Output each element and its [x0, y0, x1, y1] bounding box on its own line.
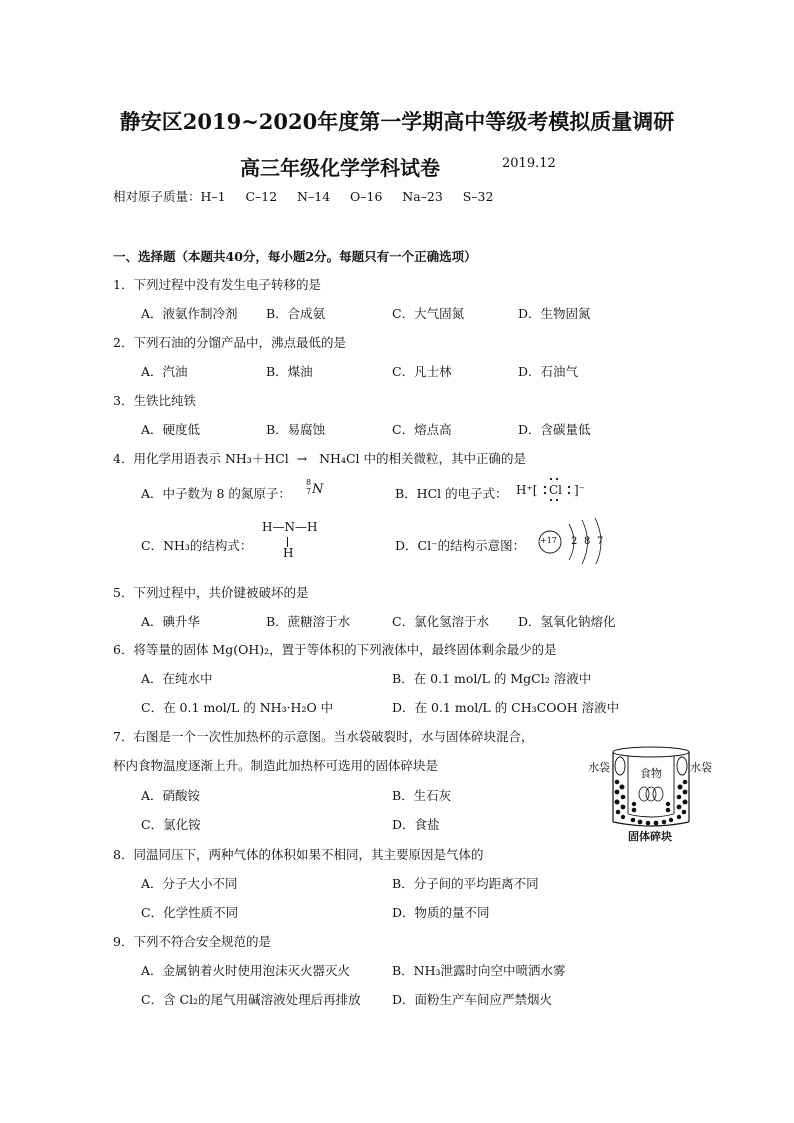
q6-option-c: C．在 0.1 mol/L 的 NH₃·H₂O 中 — [141, 700, 334, 715]
q4-option-b: B．HCl 的电子式： — [395, 486, 508, 501]
q1-option-b: B．合成氨 — [266, 306, 326, 321]
q4-option-c: C．NH₃的结构式： — [141, 538, 253, 553]
q4-element-symbol: N — [312, 482, 324, 497]
q4-shell-2: 8 — [584, 536, 591, 547]
q4-nucleus-charge: +17 — [540, 536, 557, 545]
q2-option-c: C．凡士林 — [392, 364, 452, 379]
q5-option-a: A．碘升华 — [141, 614, 201, 629]
q5-stem: 5．下列过程中，共价键被破坏的是 — [113, 585, 309, 600]
q1-stem: 1．下列过程中没有发生电子转移的是 — [113, 277, 321, 292]
q4-ef-left: H⁺[ — [516, 483, 538, 497]
q4-stem-pre: 4．用化学用语表示 — [113, 451, 221, 466]
q4-electron-formula — [516, 474, 596, 502]
q5-option-c: C．氯化氢溶于水 — [392, 614, 490, 629]
q8-stem: 8．同温同压下，两种气体的体积如果不相同，其主要原因是气体的 — [113, 847, 484, 862]
exam-date: 2019.12 — [502, 156, 556, 171]
q8-option-d: D．物质的量不同 — [392, 905, 490, 920]
q3-option-a: A．硬度低 — [141, 422, 201, 437]
atomic-mass-line: 相对原子质量：H–1 C–12 N–14 O–16 Na–23 S–32 — [113, 189, 494, 204]
q4-stem-post: 中的相关微粒，其中正确的是 — [363, 451, 527, 466]
q6-option-b: B．在 0.1 mol/L 的 MgCl₂ 溶液中 — [392, 671, 592, 686]
q9-option-b: B．NH₃泄露时向空中喷洒水雾 — [392, 963, 566, 978]
q8-option-a: A．分子大小不同 — [141, 876, 238, 891]
fig-solid-label: 固体碎块 — [628, 830, 672, 843]
q8-option-b: B．分子间的平均距离不同 — [392, 876, 539, 891]
q5-option-d: D．氢氧化钠熔化 — [518, 614, 616, 629]
q4-stem-equation: NH₃＋HCl → NH₄Cl — [224, 451, 360, 466]
q2-option-b: B．煤油 — [266, 364, 313, 379]
q3-stem: 3．生铁比纯铁 — [113, 393, 196, 408]
fig-food-label: 食物 — [640, 767, 662, 780]
q9-option-c: C．含 Cl₂的尾气用碱溶液处理后再排放 — [141, 992, 361, 1007]
q3-option-c: C．熔点高 — [392, 422, 452, 437]
q3-option-b: B．易腐蚀 — [266, 422, 326, 437]
q3-option-d: D．含碳量低 — [518, 422, 591, 437]
exam-title: 静安区2019~2020年度第一学期高中等级考模拟质量调研 — [119, 109, 675, 134]
q1-option-c: C．大气固氮 — [392, 306, 465, 321]
q4-ef-cl: Cl — [549, 483, 563, 497]
q4-atomic-number: 7 — [306, 487, 312, 496]
q1-option-a: A．液氨作制冷剂 — [141, 306, 238, 321]
q4-sf-bottom: H — [283, 546, 294, 560]
q7-stem-line1: 7．右图是一个一次性加热杯的示意图。当水袋破裂时，水与固体碎块混合， — [113, 729, 534, 744]
fig-water-bag-right: 水袋 — [690, 761, 712, 774]
q7-stem-line2: 杯内食物温度逐渐上升。制造此加热杯可选用的固体碎块是 — [113, 758, 439, 773]
exam-subtitle: 高三年级化学学科试卷 — [240, 156, 440, 180]
q7-option-d: D．食盐 — [392, 817, 440, 832]
q4-structural-formula — [262, 520, 322, 560]
q1-option-d: D．生物固氮 — [518, 306, 591, 321]
q5-option-b: B．蔗糖溶于水 — [266, 614, 351, 629]
q4-sf-top: H—N—H — [262, 520, 318, 534]
q6-option-a: A．在纯水中 — [141, 671, 213, 686]
q6-option-d: D．在 0.1 mol/L 的 CH₃COOH 溶液中 — [392, 700, 620, 715]
q9-stem: 9．下列不符合安全规范的是 — [113, 934, 271, 949]
q7-option-c: C．氯化铵 — [141, 817, 201, 832]
q4-option-a: A．中子数为 8 的氮原子： — [141, 486, 291, 501]
q4-ef-right: ]⁻ — [574, 483, 586, 497]
fig-water-bag-left: 水袋 — [588, 761, 610, 774]
q7-option-b: B．生石灰 — [392, 788, 452, 803]
q9-option-a: A．金属钠着火时使用泡沫灭火器灭火 — [141, 963, 351, 978]
heating-cup-drawing — [588, 742, 714, 842]
q2-option-a: A．汽油 — [141, 364, 188, 379]
q4-mass-number: 8 — [306, 478, 312, 487]
q4-shell-3: 7 — [597, 536, 604, 547]
q6-stem: 6．将等量的固体 Mg(OH)₂，置于等体积的下列液体中，最终固体剩余最少的是 — [113, 642, 557, 657]
q8-option-c: C．化学性质不同 — [141, 905, 239, 920]
q4-electron-dots — [516, 474, 596, 502]
q2-option-d: D．石油气 — [518, 364, 579, 379]
section-heading: 一、选择题（本题共40分，每小题2分。每题只有一个正确选项） — [113, 249, 477, 264]
q9-option-d: D．面粉生产车间应严禁烟火 — [392, 992, 553, 1007]
q2-stem: 2．下列石油的分馏产品中，沸点最低的是 — [113, 335, 346, 350]
q4-nuclide-symbol — [306, 478, 326, 500]
q7-option-a: A．硝酸铵 — [141, 788, 201, 803]
q4-shell-1: 2 — [571, 536, 578, 547]
q4-option-d: D．Cl⁻的结构示意图： — [395, 538, 526, 553]
heating-cup-figure — [588, 742, 714, 842]
q4-stem — [113, 449, 526, 467]
